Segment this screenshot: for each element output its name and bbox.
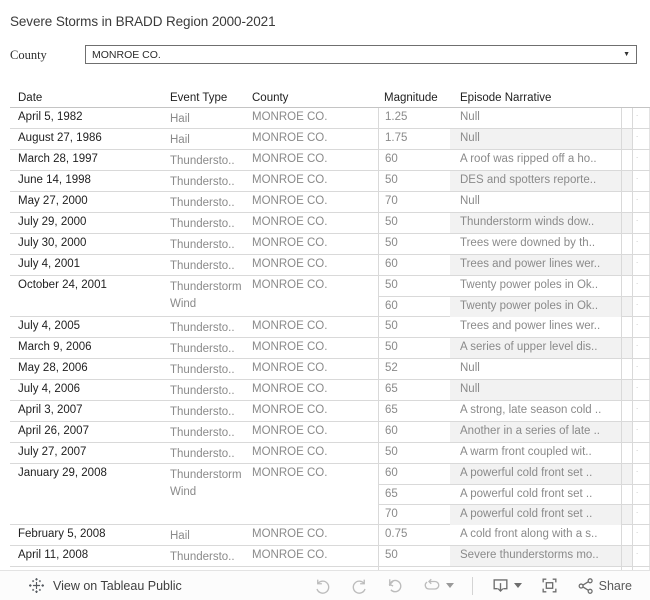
measure-entry[interactable] [379, 359, 650, 379]
measures [378, 380, 650, 400]
cell-narrative: Null [450, 192, 622, 212]
cell-narrative: A strong, late season cold .. [450, 401, 622, 421]
sliver-cell [622, 129, 633, 149]
cell-date: July 4, 2006 [18, 383, 81, 395]
sliver-cell [622, 255, 633, 275]
cell-event-type: Thundersto.. [170, 551, 235, 563]
filler-cell [633, 150, 650, 170]
page-title: Severe Storms in BRADD Region 2000-2021 [10, 14, 276, 29]
table-row[interactable] [10, 108, 650, 129]
table-row[interactable] [10, 213, 650, 234]
cell-county: MONROE CO. [252, 258, 328, 270]
cell-county: MONROE CO. [252, 383, 328, 395]
cell-narrative: Thunderstorm winds dow.. [450, 213, 622, 233]
cell-narrative: Trees and power lines wer.. [450, 255, 622, 275]
measure-entry[interactable] [379, 171, 650, 191]
table-row[interactable] [10, 443, 650, 464]
cell-county: MONROE CO. [252, 341, 328, 353]
sliver-cell [622, 234, 633, 254]
measures [378, 234, 650, 254]
sliver-cell [622, 359, 633, 379]
cell-event-type: Thundersto.. [170, 427, 235, 439]
cell-event-type: Thundersto.. [170, 322, 235, 334]
cell-county: MONROE CO. [252, 446, 328, 458]
cell-magnitude: 0.75 [385, 528, 408, 540]
cell-date: June 14, 1998 [18, 174, 91, 186]
cell-event-type: Thunderstorm Wind [170, 469, 242, 498]
cell-magnitude: 50 [385, 320, 398, 332]
measure-entry[interactable] [379, 213, 650, 233]
sliver-cell [622, 505, 633, 524]
cell-magnitude: 50 [385, 237, 398, 249]
filler-cell [633, 485, 650, 504]
download-dropdown-caret-icon [514, 583, 522, 588]
cell-date: July 30, 2000 [18, 237, 87, 249]
download-icon [491, 576, 510, 595]
cell-narrative: Trees and power lines wer.. [450, 317, 622, 337]
cell-event-type: Thundersto.. [170, 343, 235, 355]
cell-magnitude: 65 [385, 383, 398, 395]
cell-county: MONROE CO. [252, 362, 328, 374]
table-row[interactable] [10, 255, 650, 276]
sliver-cell [622, 213, 633, 233]
measures [378, 359, 650, 379]
table-row[interactable] [10, 276, 650, 317]
filler-cell [633, 380, 650, 400]
sliver-cell [622, 380, 633, 400]
table-row[interactable] [10, 359, 650, 380]
cell-county: MONROE CO. [252, 279, 328, 291]
measure-entry[interactable] [379, 276, 650, 296]
cell-magnitude: 50 [385, 216, 398, 228]
measures [378, 525, 650, 545]
table-row[interactable] [10, 546, 650, 567]
col-header-episode-narrative[interactable]: Episode Narrative [460, 92, 552, 104]
cell-magnitude: 50 [385, 549, 398, 561]
cell-magnitude: 70 [385, 508, 398, 520]
cell-event-type: Thundersto.. [170, 155, 235, 167]
table-row[interactable] [10, 129, 650, 150]
measure-entry[interactable] [379, 422, 650, 442]
filler-cell [633, 546, 650, 566]
cell-county: MONROE CO. [252, 320, 328, 332]
cell-narrative: DES and spotters reporte.. [450, 171, 622, 191]
table-header [10, 92, 650, 108]
filler-cell [633, 443, 650, 463]
measures [378, 546, 650, 566]
cell-magnitude: 52 [385, 362, 398, 374]
cell-event-type: Thundersto.. [170, 406, 235, 418]
cell-date: July 4, 2001 [18, 258, 81, 270]
sliver-cell [622, 297, 633, 316]
cell-county: MONROE CO. [252, 467, 328, 479]
sliver-cell [622, 401, 633, 421]
cell-magnitude: 50 [385, 174, 398, 186]
measure-entry[interactable] [379, 380, 650, 400]
sliver-cell [622, 485, 633, 504]
cell-magnitude: 60 [385, 425, 398, 437]
measures [378, 108, 650, 128]
cell-date: March 28, 1997 [18, 153, 98, 165]
cell-event-type: Thunderstorm Wind [170, 281, 242, 310]
cell-county: MONROE CO. [252, 174, 328, 186]
measures [378, 213, 650, 233]
filler-cell [633, 129, 650, 149]
cell-narrative: Trees were downed by th.. [450, 234, 622, 254]
filler-cell [633, 234, 650, 254]
table-row[interactable] [10, 338, 650, 359]
cell-date: July 4, 2005 [18, 320, 81, 332]
sliver-cell [622, 338, 633, 358]
measure-entry[interactable] [379, 464, 650, 484]
filler-cell [633, 276, 650, 296]
measures [378, 129, 650, 149]
cell-narrative: A powerful cold front set .. [450, 464, 622, 484]
view-on-tableau-public-label: View on Tableau Public [53, 578, 182, 593]
fullscreen-icon [540, 576, 559, 595]
filler-cell [633, 422, 650, 442]
table-row[interactable] [10, 171, 650, 192]
cell-event-type: Thundersto.. [170, 448, 235, 460]
sliver-cell [622, 192, 633, 212]
cell-event-type: Thundersto.. [170, 197, 235, 209]
cell-narrative: Null [450, 129, 622, 149]
cell-narrative: Severe thunderstorms mo.. [450, 546, 622, 566]
filler-cell [633, 338, 650, 358]
cell-narrative: A series of upper level dis.. [450, 338, 622, 358]
download-button[interactable] [491, 576, 522, 595]
measures [378, 464, 650, 524]
table-row[interactable] [10, 525, 650, 546]
chevron-down-icon: ▼ [623, 51, 630, 58]
filler-cell [633, 505, 650, 524]
filler-cell [633, 401, 650, 421]
revert-button[interactable] [386, 577, 404, 595]
table-row[interactable] [10, 192, 650, 213]
cell-magnitude: 50 [385, 341, 398, 353]
cell-date: July 27, 2007 [18, 446, 87, 458]
cell-date: January 29, 2008 [18, 467, 107, 479]
cell-date: October 24, 2001 [18, 279, 107, 291]
filler-cell [633, 525, 650, 545]
county-filter-value: MONROE CO. [92, 48, 161, 61]
measure-entry[interactable] [379, 504, 650, 524]
cell-date: February 5, 2008 [18, 528, 106, 540]
filler-cell [633, 297, 650, 316]
redo-icon [350, 577, 368, 595]
table-row[interactable] [10, 380, 650, 401]
cell-event-type: Thundersto.. [170, 385, 235, 397]
cell-date: August 27, 1986 [18, 132, 102, 144]
table-row[interactable] [10, 422, 650, 443]
undo-button[interactable] [314, 577, 332, 595]
cell-date: April 5, 1982 [18, 111, 83, 123]
cell-magnitude: 1.75 [385, 132, 408, 144]
filler-cell [633, 317, 650, 337]
filler-cell [633, 464, 650, 484]
measure-entry[interactable] [379, 546, 650, 566]
cell-narrative: A powerful cold front set .. [450, 485, 622, 505]
col-header-magnitude[interactable]: Magnitude [384, 92, 438, 104]
cell-event-type: Hail [170, 113, 190, 125]
cell-date: April 3, 2007 [18, 404, 83, 416]
filler-cell [633, 192, 650, 212]
measures [378, 401, 650, 421]
cell-event-type: Thundersto.. [170, 218, 235, 230]
storms-table [10, 92, 650, 562]
table-body [10, 108, 650, 588]
cell-county: MONROE CO. [252, 216, 328, 228]
table-row[interactable] [10, 401, 650, 422]
measures [378, 171, 650, 191]
sliver-cell [622, 546, 633, 566]
cell-magnitude: 60 [385, 153, 398, 165]
measures [378, 443, 650, 463]
view-on-tableau-public-link[interactable] [28, 577, 182, 594]
cell-magnitude: 50 [385, 446, 398, 458]
measure-entry[interactable] [379, 484, 650, 504]
cell-date: May 27, 2000 [18, 195, 88, 207]
revert-icon [386, 577, 404, 595]
cell-magnitude: 65 [385, 488, 398, 500]
col-header-date[interactable]: Date [18, 92, 43, 104]
cell-date: July 29, 2000 [18, 216, 87, 228]
measures [378, 338, 650, 358]
measure-entry[interactable] [379, 192, 650, 212]
filler-cell [633, 108, 650, 128]
cell-event-type: Thundersto.. [170, 260, 235, 272]
share-icon [577, 577, 595, 595]
filler-cell [633, 255, 650, 275]
measure-entry[interactable] [379, 150, 650, 170]
cell-magnitude: 60 [385, 258, 398, 270]
cell-date: May 28, 2006 [18, 362, 88, 374]
col-header-event-type[interactable]: Event Type [170, 92, 228, 104]
filler-cell [633, 171, 650, 191]
cell-narrative: A warm front coupled wit.. [450, 443, 622, 463]
measure-entry[interactable] [379, 255, 650, 275]
measure-entry[interactable] [379, 338, 650, 358]
measure-entry[interactable] [379, 234, 650, 254]
cell-narrative: Null [450, 359, 622, 379]
cell-narrative: A roof was ripped off a ho.. [450, 150, 622, 170]
cell-county: MONROE CO. [252, 404, 328, 416]
cell-magnitude: 60 [385, 300, 398, 312]
cell-narrative: Null [450, 108, 622, 128]
share-button[interactable] [577, 577, 632, 595]
cell-date: April 26, 2007 [18, 425, 89, 437]
filler-cell [633, 359, 650, 379]
redo-button[interactable] [350, 577, 368, 595]
cell-event-type: Thundersto.. [170, 239, 235, 251]
cell-event-type: Thundersto.. [170, 176, 235, 188]
measure-entry[interactable] [379, 317, 650, 337]
cell-county: MONROE CO. [252, 237, 328, 249]
cell-magnitude: 1.25 [385, 111, 408, 123]
toolbar-separator [472, 577, 473, 595]
cell-magnitude: 70 [385, 195, 398, 207]
undo-icon [314, 577, 332, 595]
measures [378, 192, 650, 212]
refresh-button[interactable] [422, 577, 454, 595]
table-row[interactable] [10, 317, 650, 338]
sliver-cell [622, 422, 633, 442]
cell-date: April 11, 2008 [18, 549, 89, 561]
measure-entry[interactable] [379, 443, 650, 463]
measure-entry[interactable] [379, 129, 650, 149]
measures [378, 422, 650, 442]
cell-narrative: Twenty power poles in Ok.. [450, 297, 622, 317]
cell-magnitude: 50 [385, 279, 398, 291]
table-row[interactable] [10, 464, 650, 525]
sliver-cell [622, 443, 633, 463]
county-filter-dropdown[interactable] [85, 45, 637, 64]
cell-narrative: Twenty power poles in Ok.. [450, 276, 622, 296]
measure-entry[interactable] [379, 108, 650, 128]
cell-county: MONROE CO. [252, 153, 328, 165]
cell-narrative: A powerful cold front set .. [450, 505, 622, 525]
cell-county: MONROE CO. [252, 549, 328, 561]
sliver-cell [622, 171, 633, 191]
cell-magnitude: 65 [385, 404, 398, 416]
tableau-logo-icon [28, 577, 45, 594]
table-row[interactable] [10, 150, 650, 171]
sliver-cell [622, 150, 633, 170]
cell-county: MONROE CO. [252, 195, 328, 207]
measure-entry[interactable] [379, 401, 650, 421]
measures [378, 317, 650, 337]
cell-event-type: Thundersto.. [170, 364, 235, 376]
cell-narrative: Another in a series of late .. [450, 422, 622, 442]
cell-narrative: Null [450, 380, 622, 400]
table-row[interactable] [10, 234, 650, 255]
measure-entry[interactable] [379, 525, 650, 545]
sliver-cell [622, 317, 633, 337]
measures [378, 276, 650, 316]
sliver-cell [622, 464, 633, 484]
refresh-dropdown-caret-icon [446, 583, 454, 588]
fullscreen-button[interactable] [540, 576, 559, 595]
cell-county: MONROE CO. [252, 425, 328, 437]
cell-event-type: Hail [170, 134, 190, 146]
cell-magnitude: 60 [385, 467, 398, 479]
measure-entry[interactable] [379, 296, 650, 316]
share-label: Share [598, 578, 632, 593]
sliver-cell [622, 525, 633, 545]
sliver-cell [622, 108, 633, 128]
cell-narrative: A cold front along with a s.. [450, 525, 622, 545]
measures [378, 150, 650, 170]
cell-county: MONROE CO. [252, 111, 328, 123]
cell-county: MONROE CO. [252, 528, 328, 540]
cell-date: March 9, 2006 [18, 341, 92, 353]
measures [378, 255, 650, 275]
cell-event-type: Hail [170, 530, 190, 542]
refresh-icon [422, 577, 442, 595]
filler-cell [633, 213, 650, 233]
bottom-toolbar [0, 570, 650, 600]
county-filter-label: County [10, 48, 47, 62]
cell-county: MONROE CO. [252, 132, 328, 144]
sliver-cell [622, 276, 633, 296]
col-header-county[interactable]: County [252, 92, 289, 104]
